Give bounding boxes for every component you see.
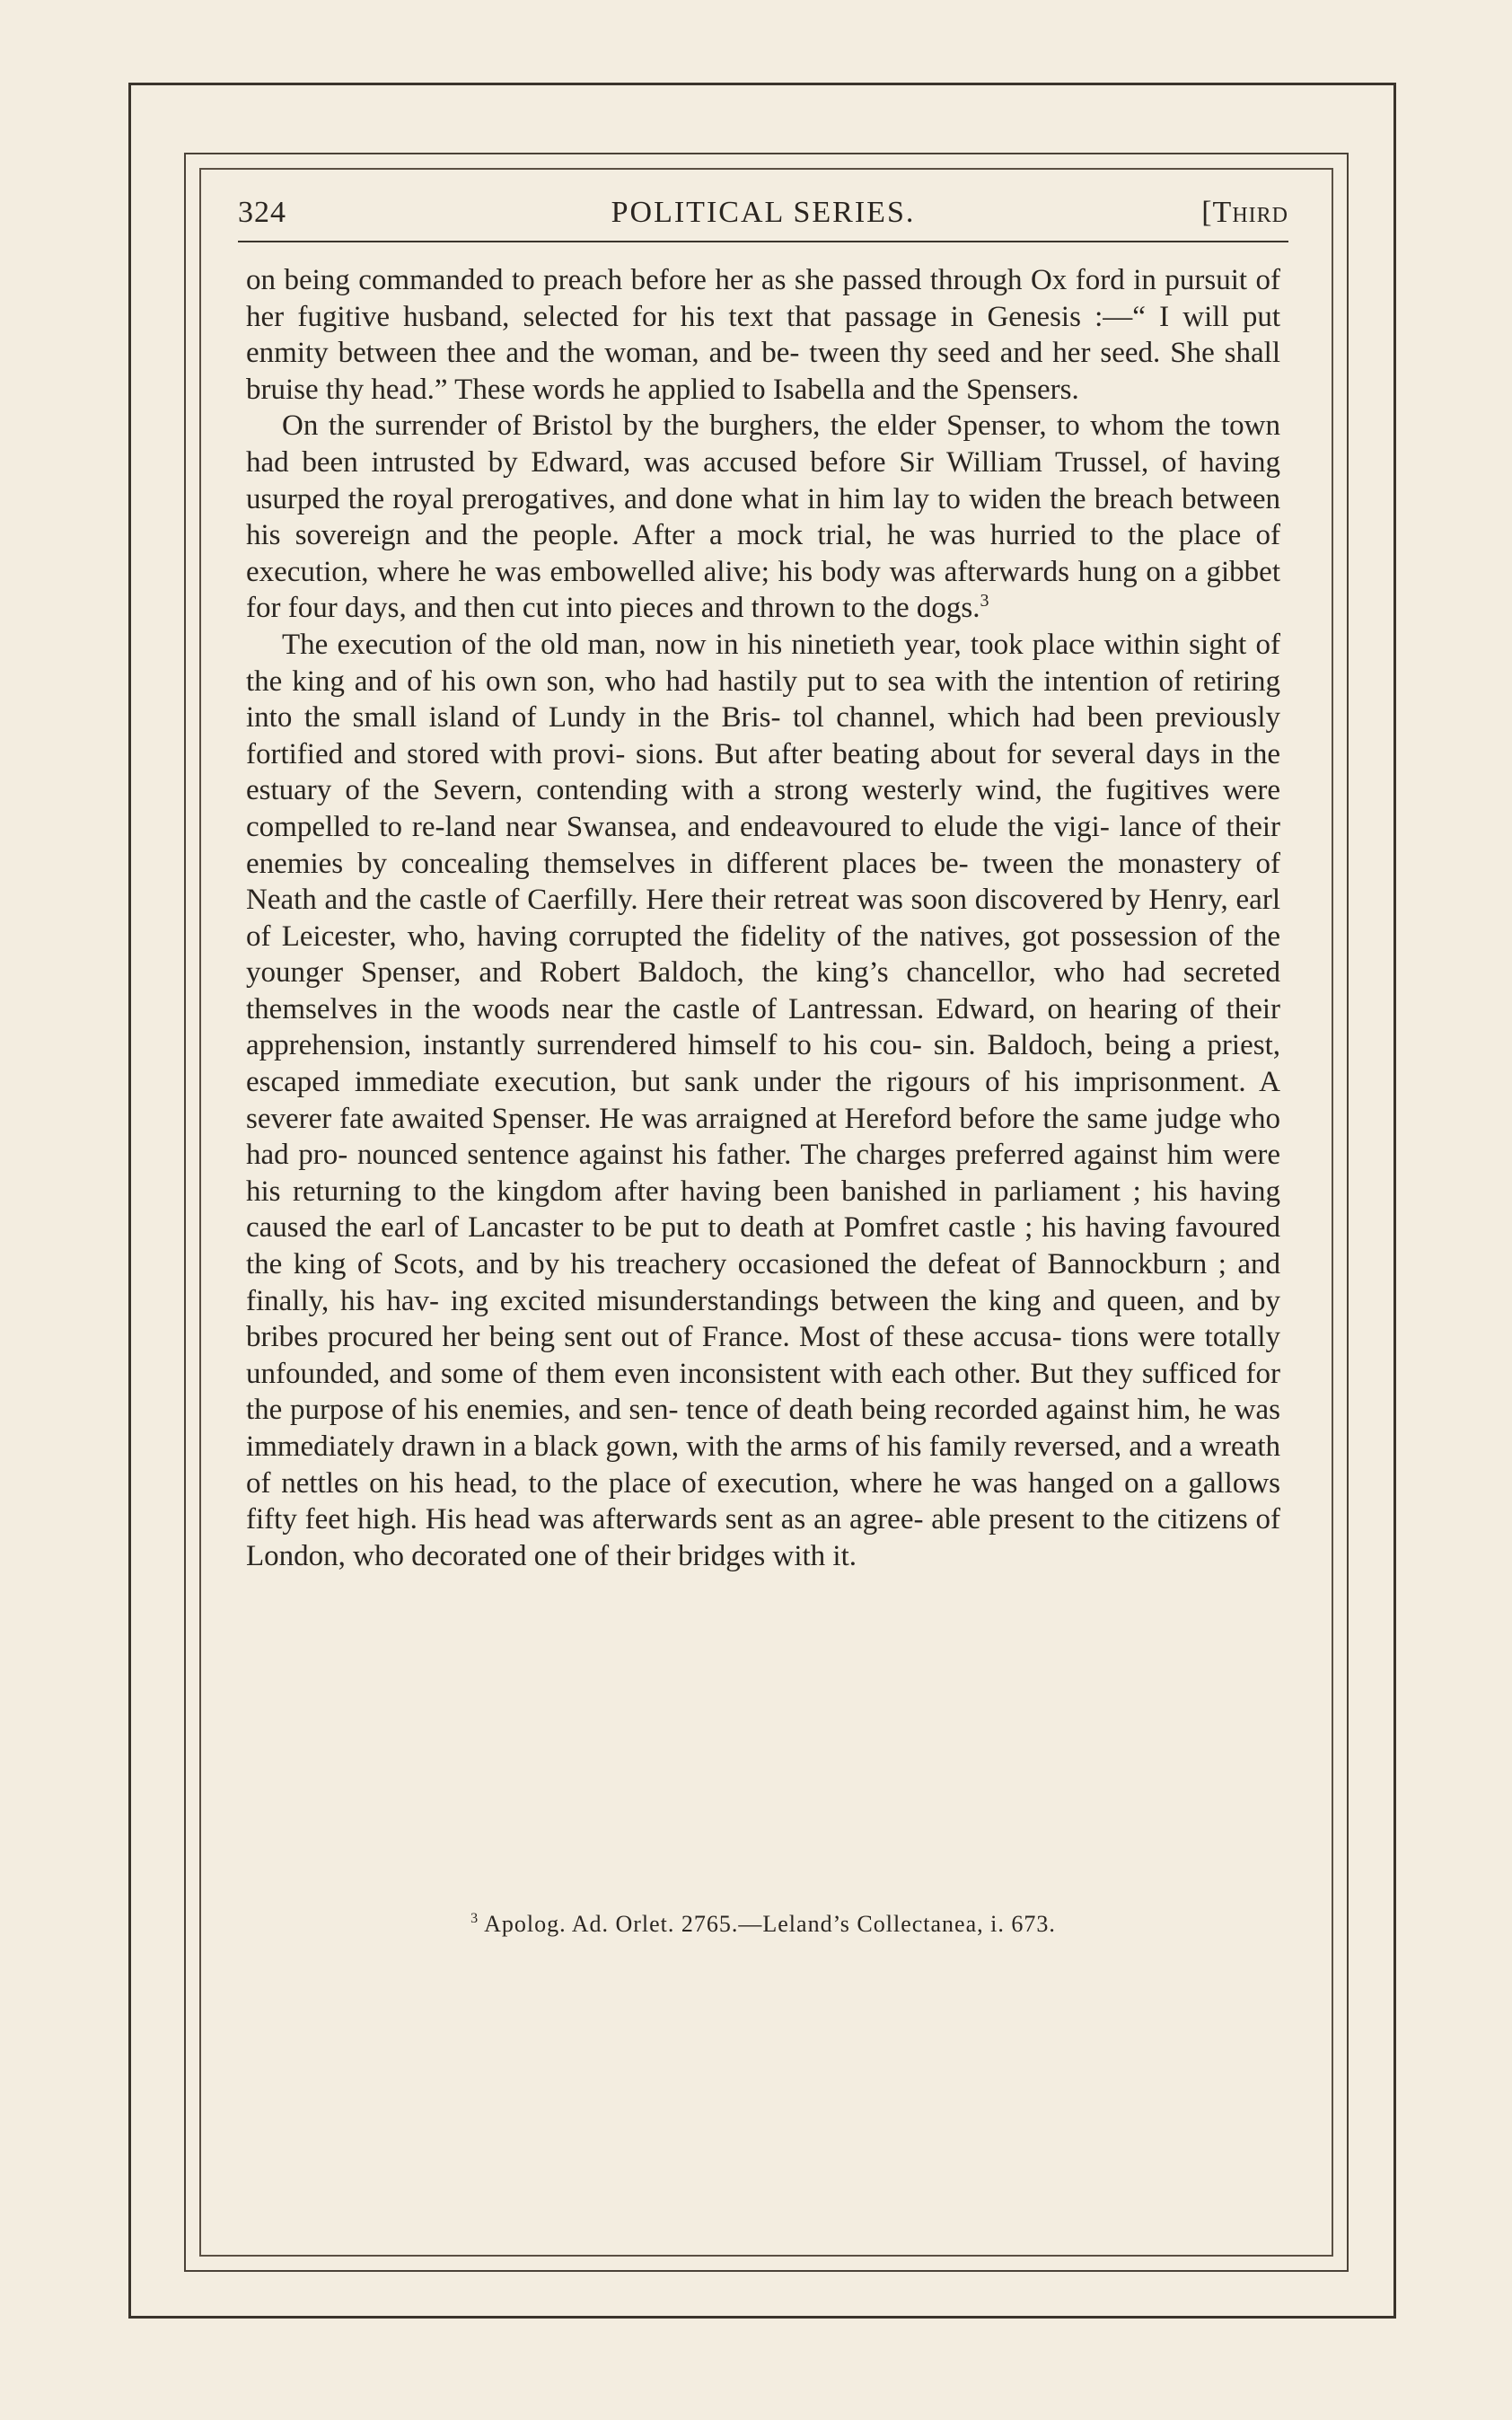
footnote	[246, 1911, 1280, 1938]
section-label: [Third	[1201, 196, 1288, 229]
paragraph-3: The execution of the old man, now in his ninetieth year, took place within sight of the king and of his own son, who had hastily put to sea with the intention of retiring into the small island of Lundy in the Bris- tol channel, which had been previously fortified and stored with provi- sions. But after beating about for several days in the estuary of the Severn, contending with a strong westerly wind, the fugitives were compelled to re-land near Swansea, and endeavoured to elude the vigi- lance of their enemies by concealing themselves in different places be- tween the monastery of Neath and the castle of Caerfilly. Here their retreat was soon discovered by Henry, earl of Leicester, who, having corrupted the fidelity of the natives, got possession of the younger Spenser, and Robert Baldoch, the king’s chancellor, who had secreted themselves in the woods near the castle of Lantressan. Edward, on hearing of their apprehension, instantly surrendered himself to his cou- sin. Baldoch, being a priest, escaped immediate execution, but sank under the rigours of his imprisonment. A severer fate awaited Spenser. He was arraigned at Hereford before the same judge who had pro- nounced sentence against his father. The charges preferred against him were his returning to the kingdom after having been banished in parliament ; his having caused the earl of Lancaster to be put to death at Pomfret castle ; his having favoured the king of Scots, and by his treachery occasioned the defeat of Bannockburn ; and finally, his hav- ing excited misunderstandings between the king and queen, and by bribes procured her being sent out of France. Most of these accusa- tions were totally unfounded, and some of them even inconsistent with each other. But they sufficed for the purpose of his enemies, and sen- tence of death being recorded against him, he was immediately drawn in a black gown, with the arms of his family reversed, and a wreath of nettles on his head, to the place of execution, where he was hanged on a gallows fifty feet high. His head was afterwards sent as an agree- able present to the citizens of London, who decorated one of their bridges with it.	[246, 628, 1280, 1572]
running-header	[238, 196, 1288, 241]
paragraph-2-text: On the surrender of Bristol by the burghers, the elder Spenser, to whom the town had been intrusted by Edward, was accused before Sir William Trussel, of having usurped the royal prerogatives, and done what in him lay to widen the breach between his sovereign and the people. After a mock trial, he was hurried to the place of execution, where he was embowelled alive; his body was afterwards hung on a gibbet for four days, and then cut into pieces and thrown to the dogs.	[246, 409, 1280, 625]
page-number: 324	[238, 196, 286, 229]
header-rule	[238, 241, 1288, 242]
footnote-reference: 3	[980, 591, 989, 612]
body-text	[246, 262, 1280, 1574]
running-title: POLITICAL SERIES.	[611, 196, 916, 229]
footnote-text: Apolog. Ad. Orlet. 2765.—Leland’s Collectanea, i. 673.	[484, 1911, 1056, 1937]
paragraph-2	[246, 408, 1280, 627]
footnote-marker: 3	[470, 1911, 479, 1927]
paragraph-1: on being commanded to preach before her as she passed through Ox ford in pursuit of her fugitive husband, selected for his text that passage in Genesis :—“ I will put enmity between thee and the woman, and be- tween thy seed and her seed. She shall bruise thy head.” These words he applied to Isabella and the Spensers.	[246, 264, 1280, 406]
